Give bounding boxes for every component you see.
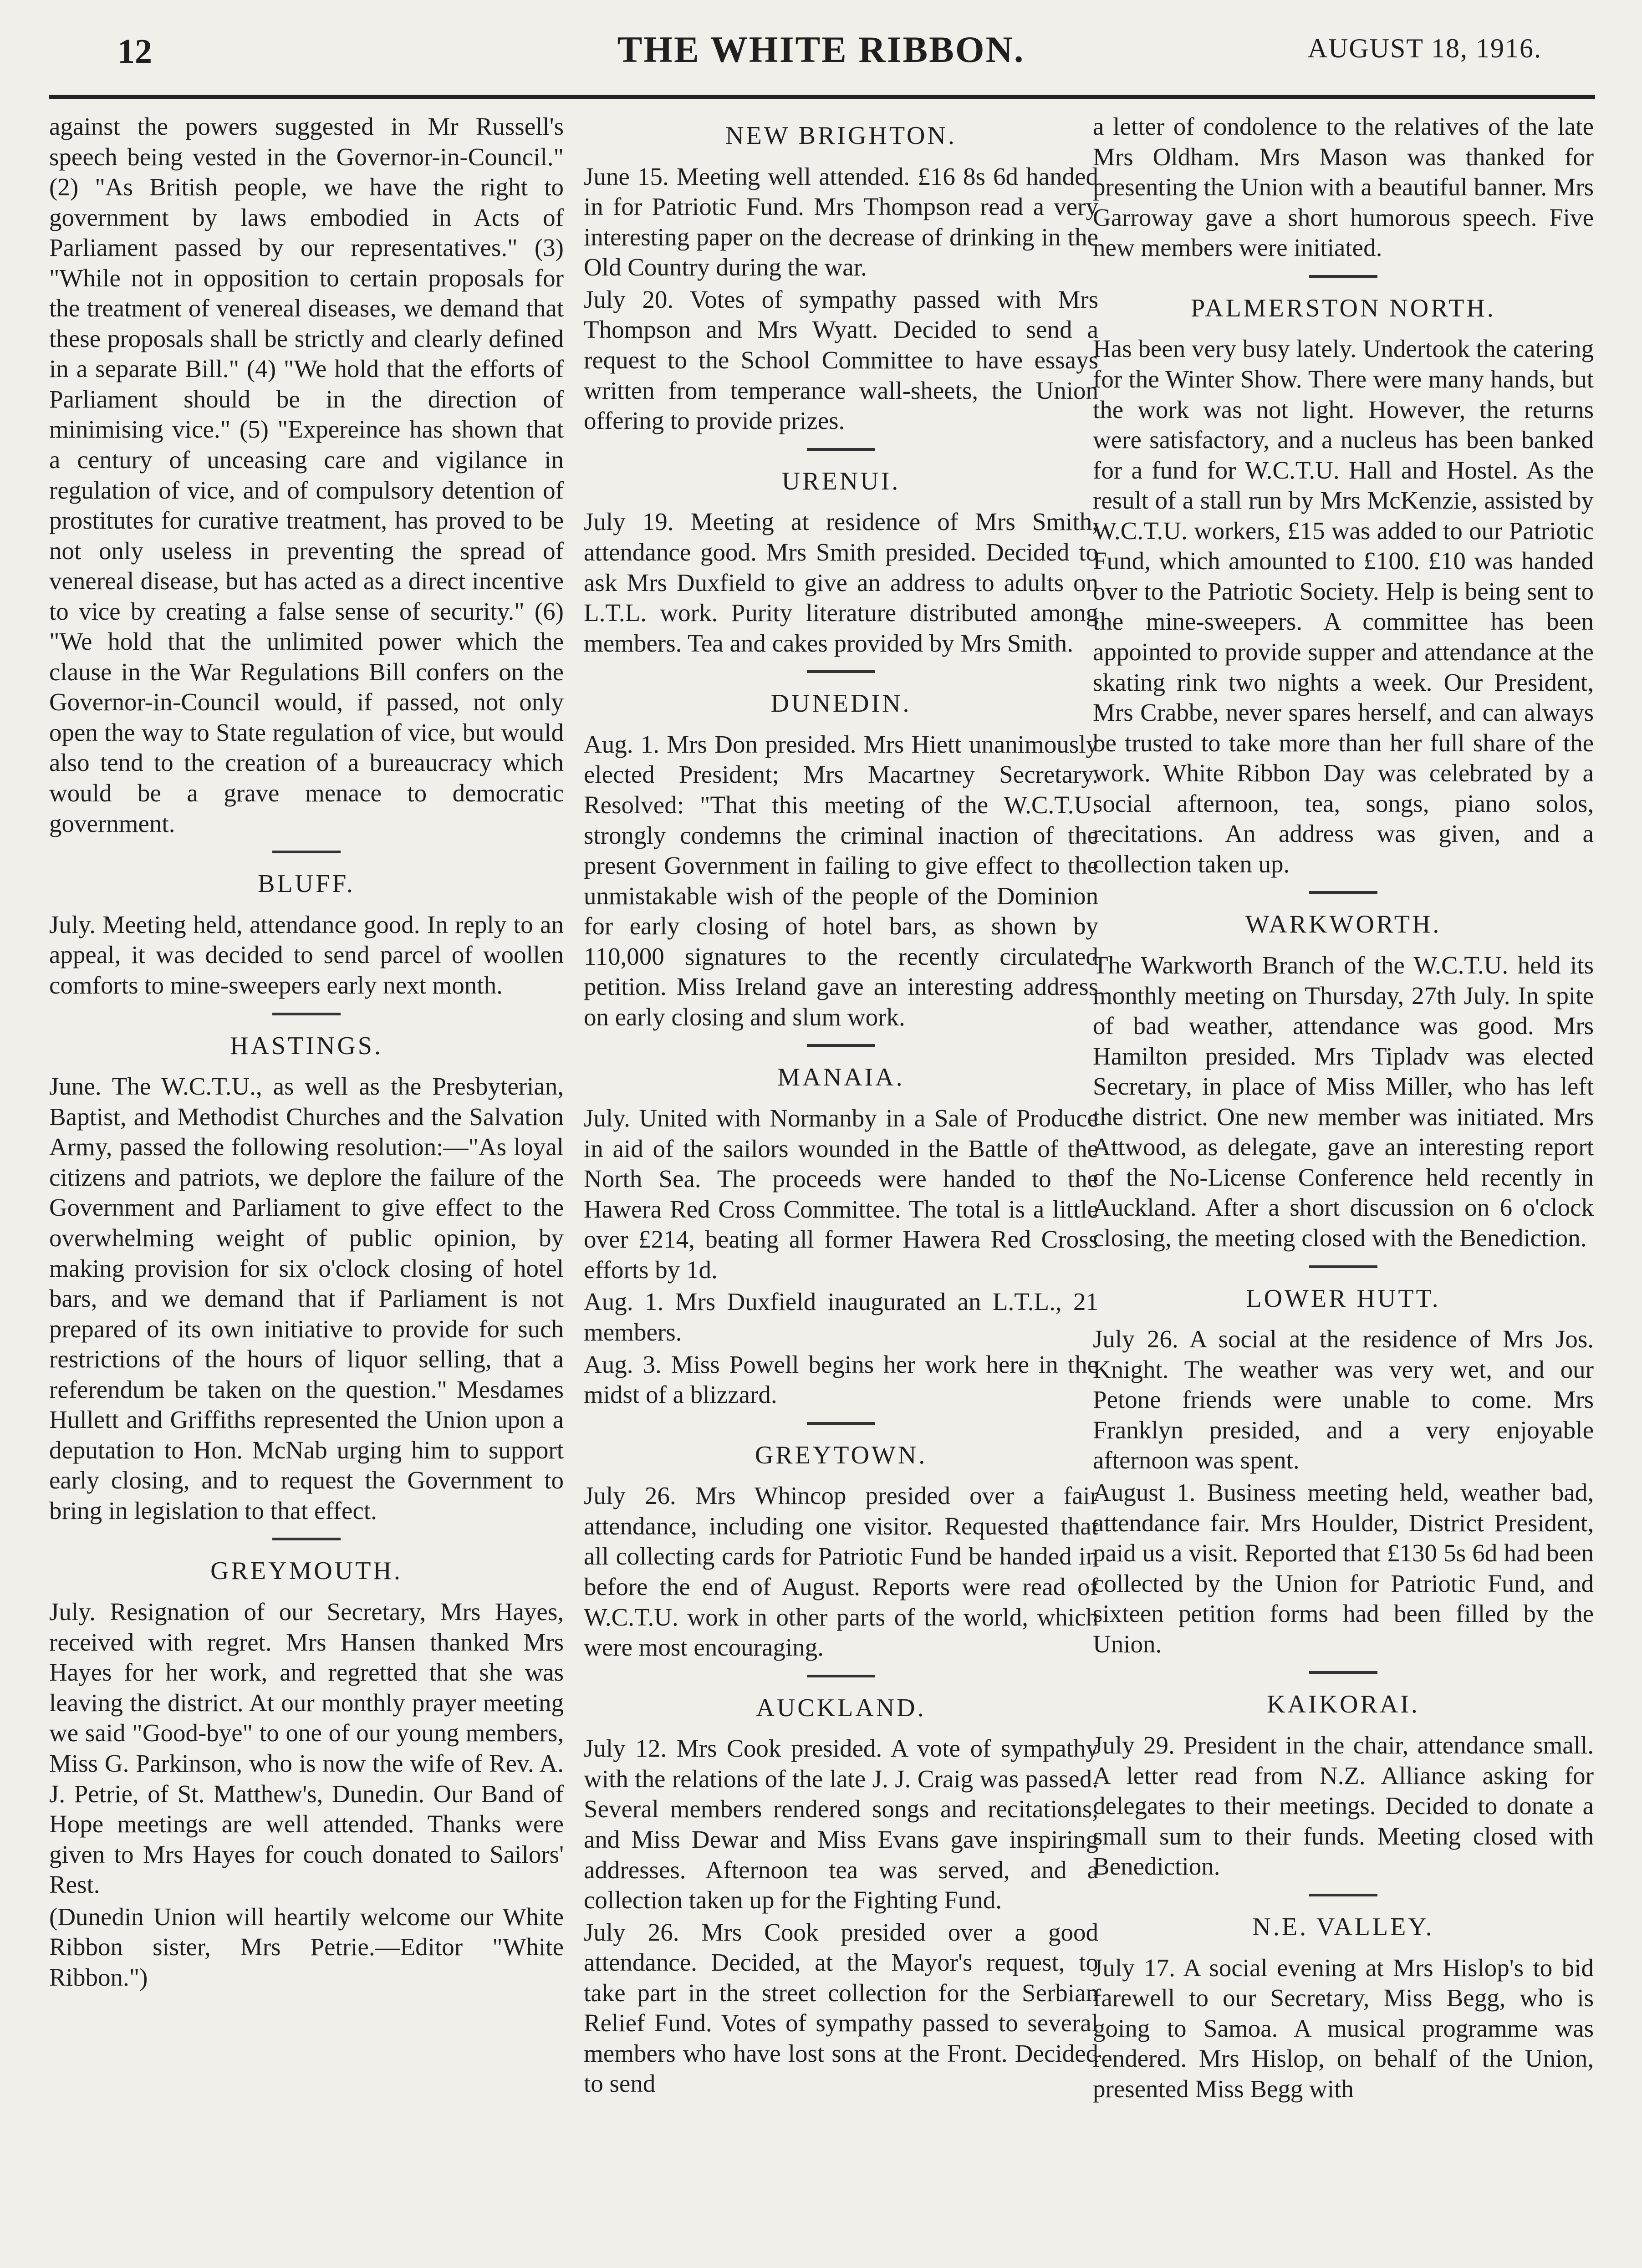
header-rule [49, 95, 1595, 99]
section-divider [1309, 275, 1377, 278]
section-divider [807, 670, 875, 673]
section-divider [272, 851, 341, 853]
section-divider [1309, 1671, 1377, 1674]
column-middle [584, 112, 1098, 2099]
section-heading-bluff: BLUFF. [258, 870, 355, 898]
section-divider [807, 1675, 875, 1677]
article-paragraph: July 20. Votes of sympathy passed with Mrs Thompson and Mrs Wyatt. Decided to send a request to the School Committee to have essays written from temperance wall-sheets, the Union offering to provide prizes. [584, 285, 1098, 435]
article-paragraph: August 1. Business meeting held, weather bad, attendance fair. Mrs Houlder, District President, paid us a visit. Reported that £130 5s 6d had been collected by the Union for Patriotic Fund, and sixteen petition forms had been filled by the Union. [1093, 1478, 1594, 1658]
article-paragraph: June 15. Meeting well attended. £16 8s 6d handed in for Patriotic Fund. Mrs Thompson read a very interesting paper on the decrease of drinking in the Old Country during the war. [584, 162, 1098, 281]
section-heading-greymouth: GREYMOUTH. [210, 1557, 403, 1585]
article-paragraph: July 26. Mrs Cook presided over a good attendance. Decided, at the Mayor's request, to take part in the street collection for the Serbian Relief Fund. Votes of sympathy passed to several members who have lost sons at the Front. Decided to send [584, 1918, 1098, 2098]
article-paragraph: July 19. Meeting at residence of Mrs Smith, attendance good. Mrs Smith presided. Decided to ask Mrs Duxfield to give an address to adults on L.T.L. work. Purity literature distributed among members. Tea and cakes provided by Mrs Smith. [584, 508, 1098, 657]
article-paragraph: July 12. Mrs Cook presided. A vote of sympathy with the relations of the late J. J. Craig was passed. Several members rendered songs and recitations, and Miss Dewar and Miss Evans gave inspiring addresses. Afternoon tea was served, and a collection taken up for the Fighting Fund. [584, 1734, 1098, 1914]
section-divider [807, 448, 875, 451]
article-paragraph: Has been very busy lately. Undertook the catering for the Winter Show. There were many hands, but the work was not light. However, the returns were satisfactory, and a nucleus has been banked for a fund for W.C.T.U. Hall and Hostel. As the result of a stall run by Mrs McKenzie, assisted by W.C.T.U. workers, £15 was added to our Patriotic Fund, which amounted to £100. £10 was handed over to the Patriotic Society. Help is being sent to the mine-sweepers. A committee has been appointed to provide supper and attendance at the skating rink two nights a week. Our President, Mrs Crabbe, never spares herself, and can always be trusted to take more than her full share of the work. White Ribbon Day was celebrated by a social afternoon, tea, songs, piano solos, recitations. An address was given, and a collection taken up. [1093, 335, 1594, 878]
article-paragraph: July. Resignation of our Secretary, Mrs Hayes, received with regret. Mrs Hansen thanked Mrs Hayes for her work, and regretted that she was leaving the district. At our monthly prayer meeting we said "Good-bye" to one of our young members, Miss G. Parkinson, who is now the wife of Rev. A. J. Petrie, of St. Matthew's, Dunedin. Our Band of Hope meetings are well attended. Thanks were given to Mrs Hayes for couch donated to Sailors' Rest. [49, 1598, 564, 1899]
section-divider [1309, 1894, 1377, 1896]
article-paragraph: Aug. 3. Miss Powell begins her work here in the midst of a blizzard. [584, 1350, 1098, 1409]
article-paragraph: July 29. President in the chair, attendance small. A letter read from N.Z. Alliance asking for delegates to their meetings. Decided to donate a small sum to their funds. Meeting closed with Benediction. [1093, 1731, 1594, 1881]
article-paragraph: July 17. A social evening at Mrs Hislop's to bid farewell to our Secretary, Miss Begg, who is going to Samoa. A musical programme was rendered. Mrs Hislop, on behalf of the Union, presented Miss Begg with [1093, 1953, 1594, 2103]
article-paragraph: Aug. 1. Mrs Don presided. Mrs Hiett unanimously elected President; Mrs Macartney Secretary. Resolved: "That this meeting of the W.C.T.U. strongly condemns the criminal inaction of the present Government in failing to give effect to the unmistakable wish of the people of the Dominion for early closing of hotel bars, as shown by 110,000 signatures to the recently circulated petition. Miss Ireland gave an interesting address on early closing and slum work. [584, 730, 1098, 1031]
section-heading-auckland: AUCKLAND. [756, 1693, 926, 1722]
editor-note: (Dunedin Union will heartily welcome our White Ribbon sister, Mrs Petrie.—Editor "White Ribbon.") [49, 1902, 564, 1991]
article-paragraph: June. The W.C.T.U., as well as the Presbyterian, Baptist, and Methodist Churches and the Salvation Army, passed the following resolution:—"As loyal citizens and patriots, we deplore the failure of the Government and Parliament to give effect to the overwhelming weight of public opinion, by making provision for six o'clock closing of hotel bars, and we demand that if Parliament is not prepared of its own initiative to provide for such restrictions of the hours of liquor selling, that a referendum be taken on the question." Mesdames Hullett and Griffiths represented the Union upon a deputation to Hon. McNab urging him to support early closing, and to request the Government to bring in legislation to that effect. [49, 1072, 564, 1524]
section-heading-dunedin: DUNEDIN. [770, 689, 912, 718]
article-paragraph: July. United with Normanby in a Sale of Produce in aid of the sailors wounded in the Battle of the North Sea. The proceeds were handed to the Hawera Red Cross Committee. The total is a little over £214, beating all former Hawera Red Cross efforts by 1d. [584, 1104, 1098, 1284]
page-header [0, 0, 1642, 105]
section-divider [272, 1013, 341, 1015]
article-paragraph: July 26. A social at the residence of Mrs Jos. Knight. The weather was very wet, and our Petone friends were unable to come. Mrs Franklyn presided, and a very enjoyable afternoon was spent. [1093, 1325, 1594, 1474]
section-heading-lower-hutt: LOWER HUTT. [1246, 1284, 1441, 1313]
article-paragraph: a letter of condolence to the relatives of the late Mrs Oldham. Mrs Mason was thanked for presenting the Union with a beautiful banner. Mrs Garroway gave a short humorous speech. Five new members were initiated. [1093, 112, 1594, 262]
column-right [1093, 112, 1594, 2104]
section-heading-ne-valley: N.E. VALLEY. [1252, 1912, 1434, 1941]
article-paragraph: The Warkworth Branch of the W.C.T.U. held its monthly meeting on Thursday, 27th July. In spite of bad weather, attendance was good. Mrs Hamilton presided. Mrs Tipladv was elected Secretary, in place of Miss Miller, who has left the district. One new member was initiated. Mrs Attwood, as delegate, gave an interesting report of the No-License Conference held recently in Auckland. After a short discussion on 6 o'clock closing, the meeting closed with the Benediction. [1093, 951, 1594, 1252]
publication-title: THE WHITE RIBBON. [617, 29, 1025, 70]
issue-date: AUGUST 18, 1916. [1307, 33, 1542, 63]
article-paragraph: against the powers suggested in Mr Russell's speech being vested in the Governor-in-Council." (2) "As British people, we have the right to government by laws embodied in Acts of Parliament passed by our representatives." (3) "While not in opposition to certain proposals for the treatment of venereal diseases, we demand that these proposals shall be strictly and clearly defined in a separate Bill." (4) "We hold that the efforts of Parliament should be in the direction of minimising vice." (5) "Expereince has shown that a century of unceasing care and vigilance in regulation of vice, and of compulsory detention of prostitutes for curative treatment, has proved to be not only useless in preventing the spread of venereal disease, but has acted as a direct incentive to vice by creating a false sense of security." (6) "We hold that the unlimited power which the clause in the War Regulations Bill confers on the Governor-in-Council would, if passed, not only open the way to State regulation of vice, but would also tend to the creation of a bureaucracy which would be a grave menace to democratic government. [49, 112, 564, 837]
section-heading-new-brighton: NEW BRIGHTON. [725, 122, 957, 150]
article-paragraph: July 26. Mrs Whincop presided over a fair attendance, including one visitor. Requested that all collecting cards for Patriotic Fund be handed in before the end of August. Reports were read of W.C.T.U. work in other parts of the world, which were most encouraging. [584, 1482, 1098, 1662]
article-paragraph: July. Meeting held, attendance good. In reply to an appeal, it was decided to send parcel of woollen comforts to mine-sweepers early next month. [49, 910, 564, 999]
section-heading-manaia: MANAIA. [777, 1063, 905, 1092]
section-divider [807, 1422, 875, 1425]
section-divider [272, 1538, 341, 1540]
section-heading-urenui: URENUI. [781, 467, 901, 495]
section-heading-greytown: GREYTOWN. [755, 1441, 928, 1469]
article-paragraph: Aug. 1. Mrs Duxfield inaugurated an L.T.L., 21 members. [584, 1288, 1098, 1346]
section-divider [1309, 1265, 1377, 1268]
section-divider [807, 1044, 875, 1047]
section-heading-hastings: HASTINGS. [230, 1031, 383, 1060]
section-heading-palmerston-north: PALMERSTON NORTH. [1191, 294, 1496, 322]
page-number: 12 [117, 32, 152, 71]
section-heading-kaikorai: KAIKORAI. [1267, 1690, 1420, 1719]
section-divider [1309, 891, 1377, 894]
column-left [49, 112, 564, 1993]
section-heading-warkworth: WARKWORTH. [1245, 910, 1442, 939]
